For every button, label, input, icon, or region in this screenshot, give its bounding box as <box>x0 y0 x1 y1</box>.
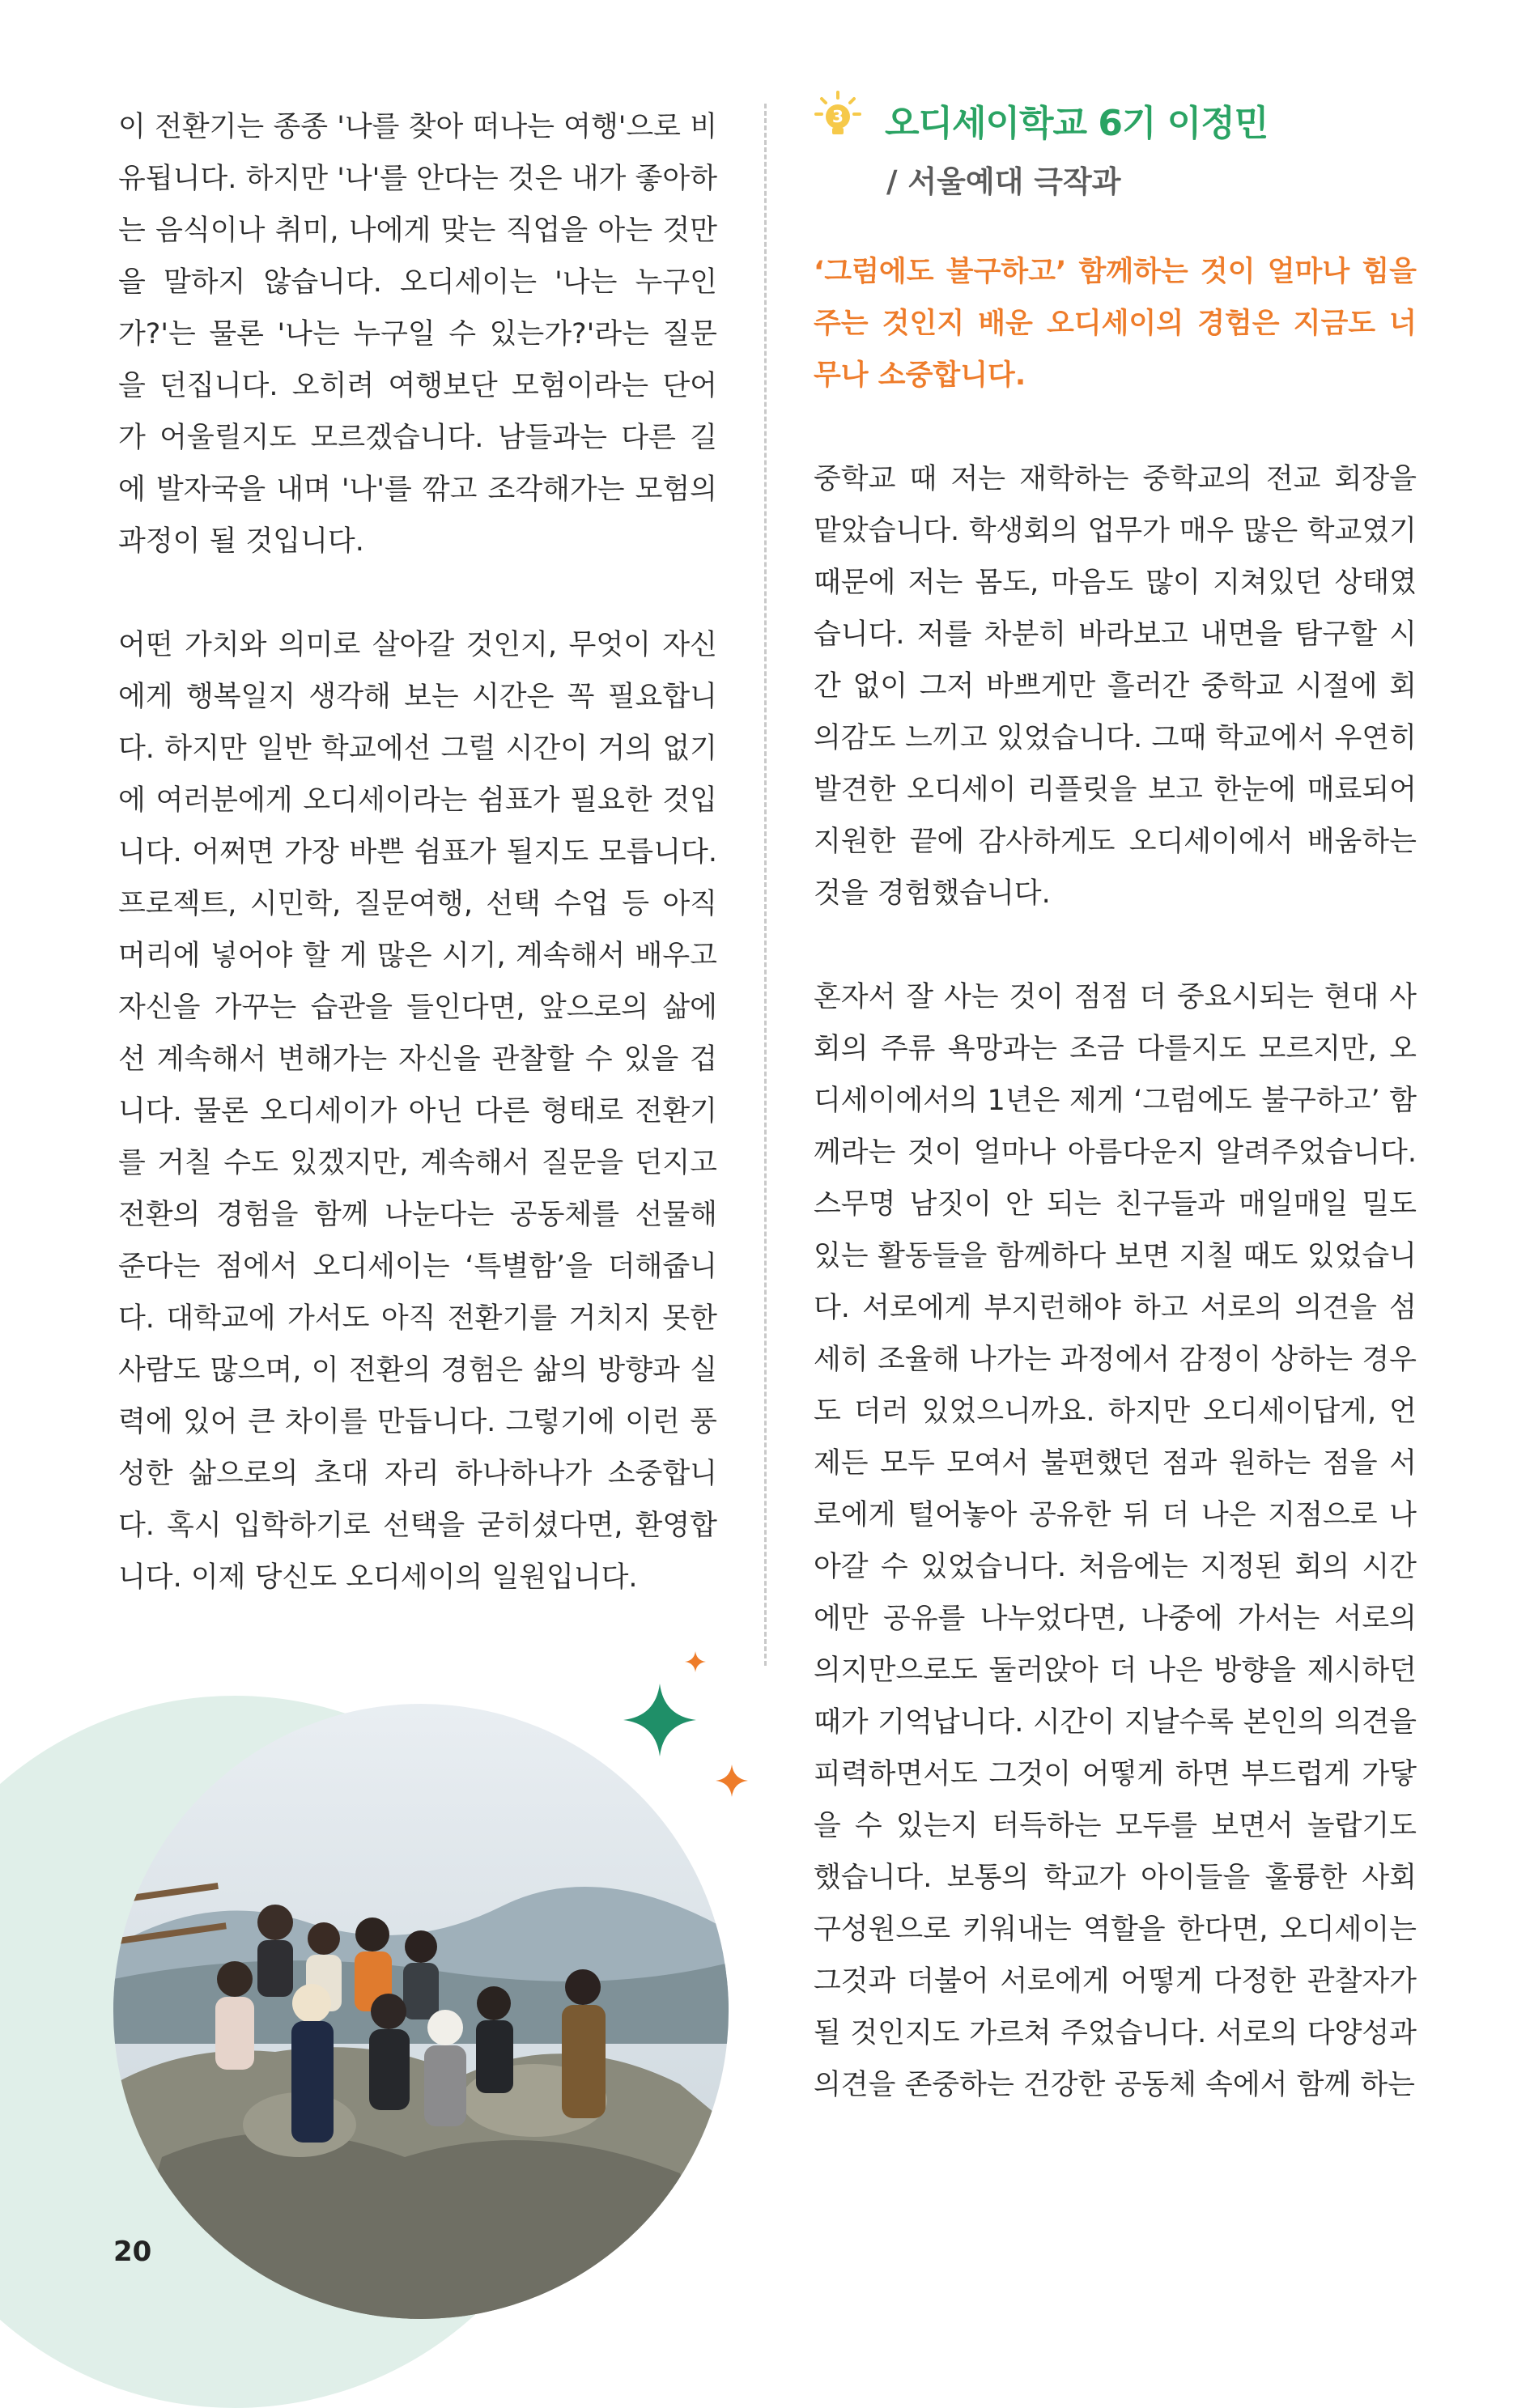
group-photo <box>113 1704 729 2319</box>
four-point-star-icon <box>685 1651 706 1672</box>
body-paragraph: 이 전환기는 종종 '나를 찾아 떠나는 여행'으로 비유됩니다. 하지만 '나'를 안다는 것은 내가 좋아하는 음식이나 취미, 나에게 맞는 직업을 아는 것만을 말하지 않습니다. 오디세이는 '나는 누구인가?'는 물론 '나는 누구일 수 있는가?'라는 질문을 던집니다. 오히려 여행보단 모험이라는 단어가 어울릴지도 모르겠습니다. 남들과는 다른 길에 발자국을 내며 '나'를 깎고 조각해가는 모험의 과정이 될 것입니다. <box>118 111 717 558</box>
author-name: 오디세이학교 6기 이정민 <box>885 103 1269 144</box>
body-paragraph: 중학교 때 저는 재학하는 중학교의 전교 회장을 맡았습니다. 학생회의 업무가 매우 많은 학교였기 때문에 저는 몸도, 마음도 많이 지쳐있던 상태였습니다. 저를 차분히 바라보고 내면을 탐구할 시간 없이 그저 바쁘게만 흘러간 중학교 시절에 회의감도 느끼고 있었습니다. 그때 학교에서 우연히 발견한 오디세이 리플릿을 보고 한눈에 매료되어 지원한 끝에 감사하게도 오디세이에서 배움하는 것을 경험했습니다. <box>814 463 1417 910</box>
left-column <box>118 101 717 1603</box>
author-header <box>814 91 1417 204</box>
body-paragraph: 어떤 가치와 의미로 살아갈 것인지, 무엇이 자신에게 행복일지 생각해 보는 시간은 꼭 필요합니다. 하지만 일반 학교에선 그럴 시간이 거의 없기에 여러분에게 오디세이라는 쉼표가 필요한 것입니다. 어쩌면 가장 바쁜 쉼표가 될지도 모릅니다. 프로젝트, 시민학, 질문여행, 선택 수업 등 아직 머리에 넣어야 할 게 많은 시기, 계속해서 배우고 자신을 가꾸는 습관을 들인다면, 앞으로의 삶에선 계속해서 변해가는 자신을 관찰할 수 있을 겁니다. 물론 오디세이가 아닌 다른 형태로 전환기를 거칠 수도 있겠지만, 계속해서 질문을 던지고 전환의 경험을 함께 나눈다는 공동체를 선물해 준다는 점에서 오디세이는 ‘특별함’을 더해줍니다. 대학교에 가서도 아직 전환기를 거치지 못한 사람도 많으며, 이 전환의 경험은 삶의 방향과 실력에 있어 큰 차이를 만듭니다. 그렇기에 이런 풍성한 삶으로의 초대 자리 하나하나가 소중합니다. 혹시 입학하기로 선택을 굳히셨다면, 환영합니다. 이제 당신도 오디세이의 일원입니다. <box>118 629 717 1594</box>
pull-quote: ‘그럼에도 불구하고’ 함께하는 것이 얼마나 힘을 주는 것인지 배운 오디세이의 경험은 지금도 너무나 소중합니다. <box>814 256 1417 392</box>
four-point-star-icon <box>716 1765 748 1797</box>
right-column <box>814 91 1417 2111</box>
four-point-star-icon <box>623 1684 696 1756</box>
bulb-number: 3 <box>832 107 844 126</box>
author-affiliation: / 서울예대 극작과 <box>886 164 1121 199</box>
page-number: 20 <box>113 2236 152 2268</box>
lightbulb-number-icon <box>814 91 862 139</box>
body-paragraph: 혼자서 잘 사는 것이 점점 더 중요시되는 현대 사회의 주류 욕망과는 조금 다를지도 모르지만, 오디세이에서의 1년은 제게 ‘그럼에도 불구하고’ 함께라는 것이 얼마나 아름다운지 알려주었습니다. 스무명 남짓이 안 되는 친구들과 매일매일 밀도 있는 활동들을 함께하다 보면 지칠 때도 있었습니다. 서로에게 부지런해야 하고 서로의 의견을 섬세히 조율해 나가는 과정에서 감정이 상하는 경우도 더러 있었으니까요. 하지만 오디세이답게, 언제든 모두 모여서 불편했던 점과 원하는 점을 서로에게 털어놓아 공유한 뒤 더 나은 지점으로 나아갈 수 있었습니다. 처음에는 지정된 회의 시간에만 공유를 나누었다면, 나중에 가서는 서로의 의지만으로도 둘러앉아 더 나은 방향을 제시하던 때가 기억납니다. 시간이 지날수록 본인의 의견을 피력하면서도 그것이 어떻게 하면 부드럽게 가닿을 수 있는지 터득하는 모두를 보면서 놀랍기도 했습니다. 보통의 학교가 아이들을 훌륭한 사회 구성원으로 키워내는 역할을 한다면, 오디세이는 그것과 더불어 서로에게 어떻게 다정한 관찰자가 될 것인지도 가르쳐 주었습니다. 서로의 다양성과 의견을 존중하는 건강한 공동체 속에서 함께 하는 <box>814 981 1417 2101</box>
column-divider <box>764 104 767 1666</box>
right-body <box>814 453 1417 2111</box>
